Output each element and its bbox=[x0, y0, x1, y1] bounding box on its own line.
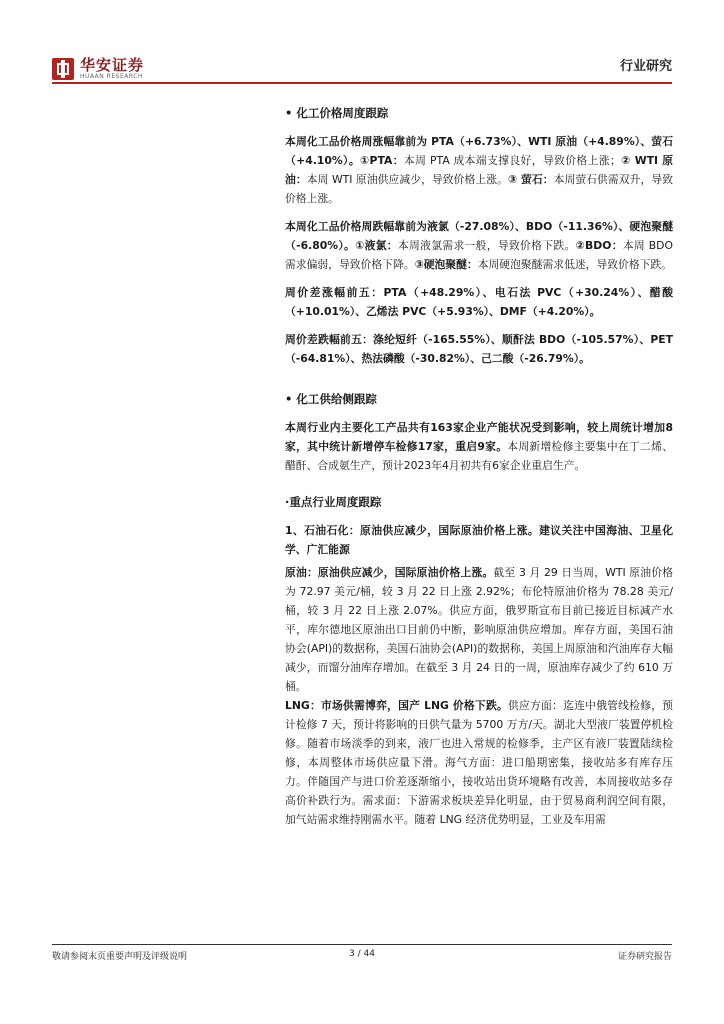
bdo-label: ②BDO： bbox=[575, 239, 623, 252]
petrochem-subheading: 1、石油石化：原油供应减少，国际原油价格上涨。建议关注中国海油、卫星化学、广汇能源 bbox=[285, 524, 673, 556]
price-rise-summary: 本周化工品价格周涨幅靠前为 PTA（+6.73%）、WTI 原油（+4.89%）、萤石（+4.10%）。 bbox=[285, 135, 673, 167]
report-category: 行业研究 bbox=[619, 59, 672, 74]
section-heading-industry: ·重点行业周度跟踪 bbox=[285, 495, 382, 509]
crude-oil-paragraph bbox=[285, 563, 673, 696]
supply-summary: 本周行业内主要化工产品共有163家企业产能状况受到影响，较上周统计增加8家，其中统计新增停车检修17家，重启9家。 bbox=[285, 421, 673, 453]
chlorine-label: ①液氯： bbox=[355, 239, 398, 252]
price-rise-paragraph bbox=[285, 132, 673, 208]
fluorite-text: 本周萤石供需双升，导致价格上涨。 bbox=[285, 173, 674, 205]
header-divider bbox=[52, 82, 672, 84]
supply-paragraph bbox=[285, 418, 673, 475]
chlorine-text: 本周液氯需求一般，导致价格下跌。 bbox=[397, 239, 576, 252]
logo-cn: 华安证券 bbox=[80, 56, 145, 74]
pta-label: ①PTA： bbox=[360, 154, 404, 167]
footer-divider bbox=[52, 944, 672, 945]
wti-label: ② WTI 原油： bbox=[285, 154, 674, 186]
logo-text bbox=[80, 57, 144, 81]
price-fall-paragraph bbox=[285, 217, 673, 274]
spread-fall-paragraph: 周价差跌幅前五：涤纶短纤（-165.55%）、顺酐法 BDO（-105.57%）、PET（-64.81%）、热法磷酸（-30.82%）、己二酸（-26.79%）。 bbox=[285, 333, 673, 365]
lng-detail: 供应方面：迄连中俄管线检修，预计检修 7 天，预计将影响的日供气量为 5700 万方/天。湖北大型液厂装置停机检修。随着市场淡季的到来，液厂也进入常规的检修季，主产区有液厂装置陆续检修，本周整体市场供应量下滑。海气方面：进口船期密集，接收站多有库存压力。伴随国产与进口价差逐渐缩小，接收站出货环境略有改善，本周接收站多存高价补跌行为。需求面：下游需求板块差异化明显，由于贸易商利润空间有限，加气站需求维持刚需水平。随着 LNG 经济优势明显，工业及车用需 bbox=[285, 699, 674, 826]
logo-seal-icon bbox=[52, 58, 74, 80]
main-content bbox=[285, 100, 673, 829]
section-heading-supply: • 化工供给侧跟踪 bbox=[285, 392, 377, 406]
pta-text: 本周 PTA 成本端支撑良好，导致价格上涨； bbox=[403, 154, 621, 167]
wti-text: 本周 WTI 原油供应减少，导致价格上涨。 bbox=[306, 173, 508, 186]
crude-oil-summary: 原油：原油供应减少，国际原油价格上涨。 bbox=[285, 566, 494, 579]
polyether-text: 本周硬泡聚醚需求低迷，导致价格下跌。 bbox=[477, 258, 673, 271]
lng-summary: LNG：市场供需博弈，国产 LNG 价格下跌。 bbox=[285, 699, 508, 712]
logo-en: HUAAN RESEARCH bbox=[80, 73, 143, 80]
crude-oil-detail: 截至 3 月 29 日当周，WTI 原油价格为 72.97 美元/桶，较 3 月 22 日上涨 2.92%；布伦特原油价格为 78.28 美元/桶，较 3 月 22 日上涨 2.07%。供应方面，俄罗斯宣布目前已接近目标减产水平，库尔德地区原油出口目前仍中断，影响原油供应增加。库存方面，美国石油协会(API)的数据称，美国石油协会(API)的数据称，美国上周原油和汽油库存大幅减少，而馏分油库存增加。在截至 3 月 24 日的一周，原油库存减少了约 610 万桶。 bbox=[285, 566, 673, 693]
spread-rise-paragraph: 周价差涨幅前五：PTA（+48.29%）、电石法 PVC（+30.24%）、醋酸（+10.01%）、乙烯法 PVC（+5.93%）、DMF（+4.20%）。 bbox=[285, 286, 673, 318]
page-number: 3 / 44 bbox=[349, 949, 375, 959]
company-logo bbox=[52, 56, 144, 82]
footer-report-type: 证券研究报告 bbox=[617, 952, 672, 962]
section-heading-price: • 化工价格周度跟踪 bbox=[285, 106, 389, 120]
polyether-label: ③硬泡聚醚： bbox=[414, 258, 478, 271]
lng-paragraph bbox=[285, 696, 673, 829]
fluorite-label: ③ 萤石： bbox=[507, 173, 554, 186]
price-fall-summary: 本周化工品价格周跌幅靠前为液氯（-27.08%）、BDO（-11.36%）、硬泡聚醚（-6.80%）。 bbox=[285, 220, 673, 252]
supply-detail: 本周新增检修主要集中在丁二烯、醋酐、合成氨生产，预计2023年4月初共有6家企业重启生产。 bbox=[285, 440, 673, 472]
footer-disclaimer: 敬请参阅末页重要声明及评级说明 bbox=[52, 952, 188, 962]
bdo-text: 本周 BDO 需求偏弱，导致价格下降。 bbox=[285, 239, 673, 271]
